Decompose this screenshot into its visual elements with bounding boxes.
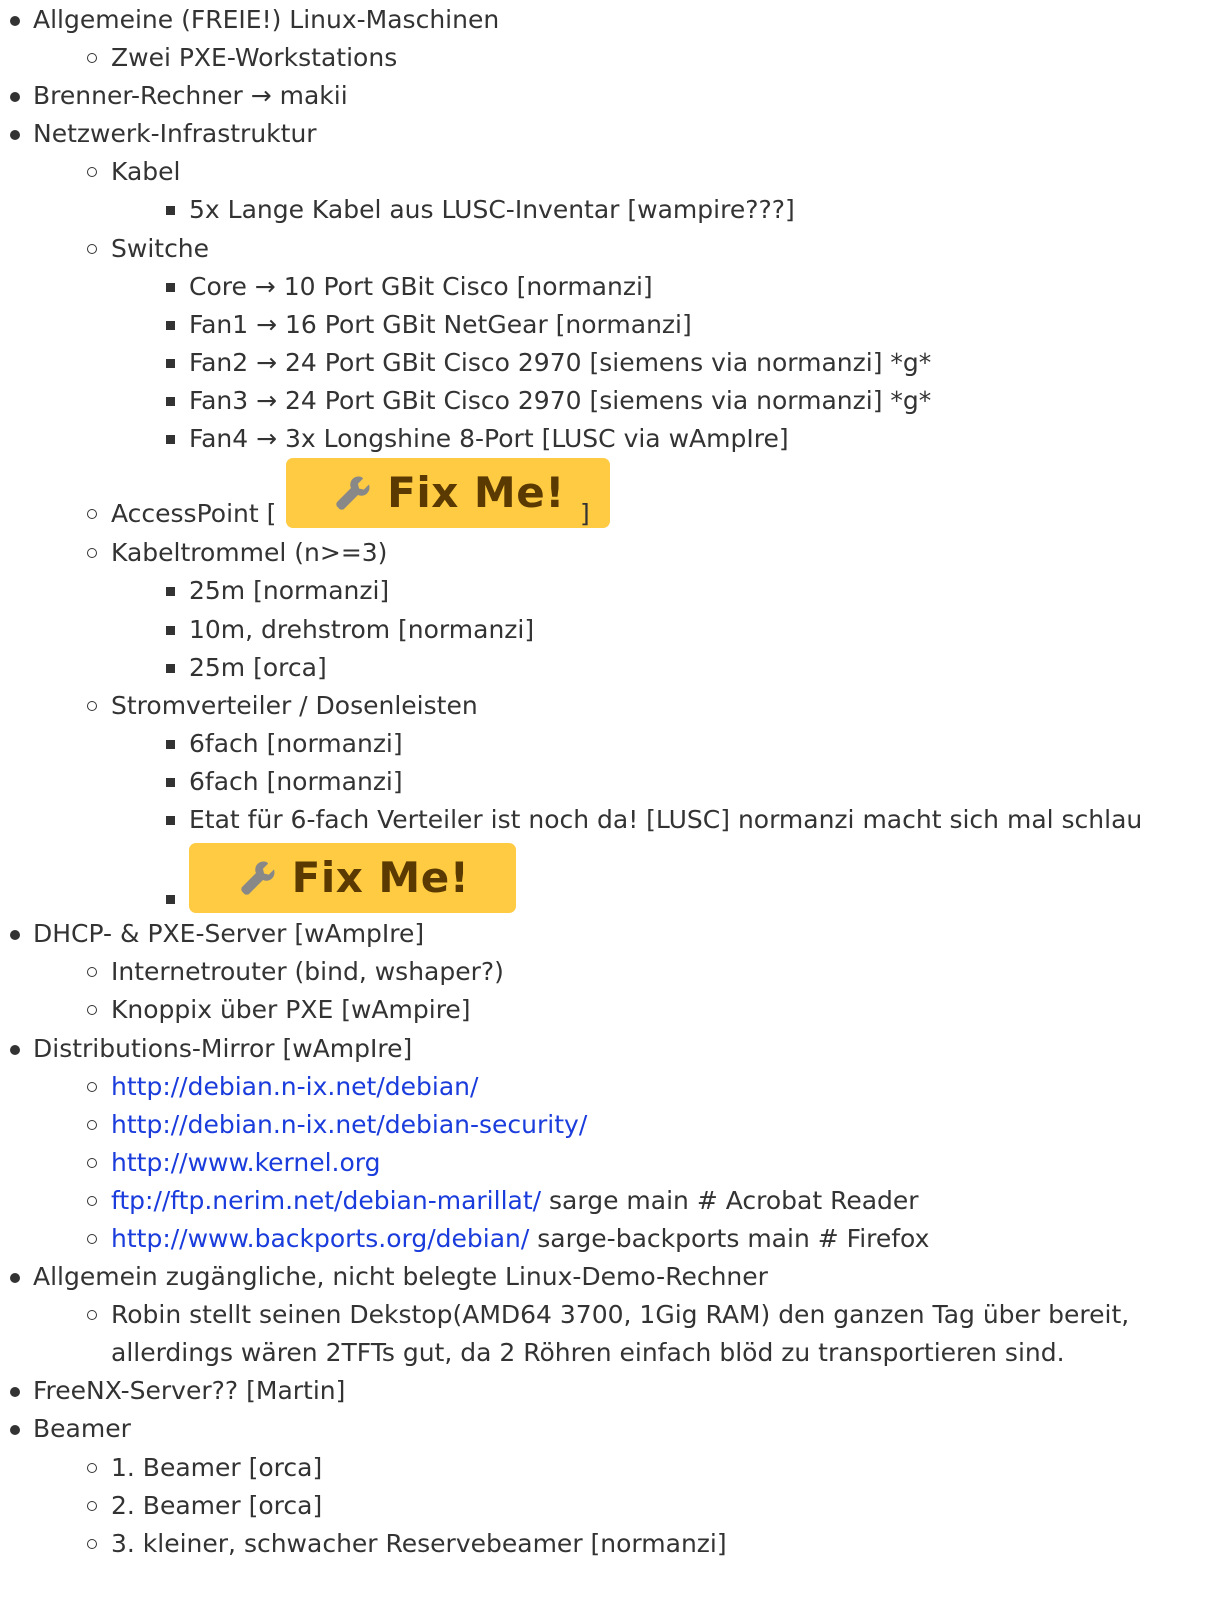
list-item-text: 25m [orca] — [189, 652, 327, 682]
list-item — [0, 915, 1206, 953]
square-bullet-icon — [166, 206, 175, 215]
link-description: sarge main # Acrobat Reader — [541, 1185, 919, 1215]
fixme-label: Fix Me! — [387, 468, 565, 518]
list-item — [0, 611, 1206, 649]
list-item — [0, 687, 1206, 725]
square-bullet-icon — [166, 664, 175, 673]
list-item — [0, 306, 1206, 344]
square-bullet-icon — [166, 740, 175, 749]
square-bullet-icon — [166, 778, 175, 787]
list-item-text: 6fach [normanzi] — [189, 728, 403, 758]
list-item-text: Kabeltrommel (n>=3) — [111, 538, 388, 568]
list-item-text: 10m, drehstrom [normanzi] — [189, 614, 535, 644]
wrench-icon — [331, 471, 375, 515]
disc-bullet-icon — [10, 92, 20, 102]
list-item-text: FreeNX-Server?? [Martin] — [33, 1376, 346, 1406]
fixme-badge[interactable] — [189, 843, 516, 913]
list-item — [0, 1, 1206, 39]
circle-bullet-icon — [87, 53, 97, 63]
list-item-text: Brenner-Rechner → makii — [33, 81, 348, 111]
circle-bullet-icon — [87, 1539, 97, 1549]
list-item — [0, 1068, 1206, 1106]
circle-bullet-icon — [87, 1501, 97, 1511]
list-item-content — [111, 1110, 587, 1139]
list-item-text: Robin stellt seinen Dekstop(AMD64 3700, 1Gig RAM) den ganzen Tag über bereit, allerdings wären 2TFTs gut, da 2 Röhren einfach blöd zu transportieren sind. — [111, 1300, 1130, 1368]
list-item — [0, 1106, 1206, 1144]
list-item-text: Allgemein zugängliche, nicht belegte Linux-Demo-Rechner — [33, 1262, 768, 1292]
circle-bullet-icon — [87, 1005, 97, 1015]
disc-bullet-icon — [10, 1045, 20, 1055]
list-item-text: Etat für 6-fach Verteiler ist noch da! [LUSC] normanzi macht sich mal schlau — [189, 804, 1143, 834]
square-bullet-icon — [166, 283, 175, 292]
disc-bullet-icon — [10, 1273, 20, 1283]
list-item-text: Stromverteiler / Dosenleisten — [111, 690, 478, 720]
list-item — [0, 1030, 1206, 1068]
circle-bullet-icon — [87, 548, 97, 558]
list-item-text: AccessPoint [ — [111, 499, 277, 529]
list-item-text: 5x Lange Kabel aus LUSC-Inventar [wampire???] — [189, 195, 795, 225]
document-body — [0, 1, 1206, 1563]
list-item — [0, 953, 1206, 991]
list-item-text: Beamer — [33, 1414, 131, 1444]
list-item — [0, 1144, 1206, 1182]
list-item-text: Distributions-Mirror [wAmpIre] — [33, 1033, 413, 1063]
mirror-link[interactable]: http://debian.n-ix.net/debian-security/ — [111, 1109, 588, 1139]
list-item-text: DHCP- & PXE-Server [wAmpIre] — [33, 919, 425, 949]
circle-bullet-icon — [87, 1196, 97, 1206]
circle-bullet-icon — [87, 167, 97, 177]
circle-bullet-icon — [87, 1234, 97, 1244]
list-item-content — [111, 1186, 919, 1215]
list-item-content — [111, 1072, 478, 1101]
list-item-content — [111, 1148, 381, 1177]
list-item — [0, 991, 1206, 1029]
list-item — [0, 763, 1206, 801]
list-item — [0, 1182, 1206, 1220]
circle-bullet-icon — [87, 701, 97, 711]
list-item-text: Fan2 → 24 Port GBit Cisco 2970 [siemens via normanzi] *g* — [189, 347, 932, 377]
list-item-text: Internetrouter (bind, wshaper?) — [111, 957, 504, 987]
circle-bullet-icon — [87, 1158, 97, 1168]
square-bullet-icon — [166, 321, 175, 330]
list-item — [0, 115, 1206, 153]
list-item-text: Zwei PXE-Workstations — [111, 43, 398, 73]
disc-bullet-icon — [10, 930, 20, 940]
list-item-text: Fan4 → 3x Longshine 8-Port [LUSC via wAmpIre] — [189, 424, 789, 454]
disc-bullet-icon — [10, 1425, 20, 1435]
list-item — [0, 420, 1206, 458]
square-bullet-icon — [166, 435, 175, 444]
disc-bullet-icon — [10, 130, 20, 140]
list-item — [0, 268, 1206, 306]
disc-bullet-icon — [10, 16, 20, 26]
disc-bullet-icon — [10, 1387, 20, 1397]
list-item-text: Allgemeine (FREIE!) Linux-Maschinen — [33, 5, 500, 34]
list-item — [0, 1487, 1206, 1525]
list-item — [0, 649, 1206, 687]
circle-bullet-icon — [87, 244, 97, 254]
list-item-text: Core → 10 Port GBit Cisco [normanzi] — [189, 271, 653, 301]
list-item-text: 6fach [normanzi] — [189, 766, 403, 796]
circle-bullet-icon — [87, 1463, 97, 1473]
list-item-text: 2. Beamer [orca] — [111, 1490, 323, 1520]
square-bullet-icon — [166, 895, 175, 904]
list-item — [0, 77, 1206, 115]
list-item — [0, 1258, 1206, 1296]
list-item-content — [111, 1224, 929, 1253]
list-item-text: Knoppix über PXE [wAmpire] — [111, 995, 471, 1025]
list-item-text: 3. kleiner, schwacher Reservebeamer [normanzi] — [111, 1528, 727, 1558]
list-item — [0, 1410, 1206, 1448]
list-item — [0, 1220, 1206, 1258]
list-item-text: 25m [normanzi] — [189, 576, 390, 606]
list-item — [0, 39, 1206, 77]
square-bullet-icon — [166, 816, 175, 825]
square-bullet-icon — [166, 626, 175, 635]
list-item — [0, 725, 1206, 763]
list-item — [0, 230, 1206, 268]
circle-bullet-icon — [87, 967, 97, 977]
fixme-badge[interactable] — [286, 458, 610, 528]
list-item — [0, 344, 1206, 382]
list-item — [0, 458, 1206, 534]
list-item — [0, 1372, 1206, 1410]
square-bullet-icon — [166, 397, 175, 406]
list-item-text: Fan3 → 24 Port GBit Cisco 2970 [siemens via normanzi] *g* — [189, 385, 932, 415]
mirror-link[interactable]: http://debian.n-ix.net/debian/ — [111, 1071, 479, 1101]
circle-bullet-icon — [87, 509, 97, 519]
list-item — [0, 839, 1206, 915]
list-item-text: Netzwerk-Infrastruktur — [33, 119, 317, 149]
wrench-icon — [236, 856, 280, 900]
list-item — [0, 153, 1206, 191]
circle-bullet-icon — [87, 1310, 97, 1320]
mirror-link[interactable]: http://www.kernel.org — [111, 1147, 381, 1177]
square-bullet-icon — [166, 587, 175, 596]
circle-bullet-icon — [87, 1120, 97, 1130]
circle-bullet-icon — [87, 1082, 97, 1092]
list-item — [0, 1296, 1206, 1372]
list-item-text: Kabel — [111, 157, 181, 187]
list-item — [0, 191, 1206, 229]
list-item-text: 1. Beamer [orca] — [111, 1452, 323, 1482]
list-item — [0, 1449, 1206, 1487]
list-item — [0, 1525, 1206, 1563]
list-item — [0, 534, 1206, 572]
mirror-link[interactable]: http://www.backports.org/debian/ — [111, 1224, 530, 1253]
list-item-text: Fan1 → 16 Port GBit NetGear [normanzi] — [189, 309, 692, 339]
list-item-suffix: ] — [580, 499, 590, 529]
list-item — [0, 382, 1206, 420]
link-description: sarge-backports main # Firefox — [529, 1224, 930, 1253]
mirror-link[interactable]: ftp://ftp.nerim.net/debian-marillat/ — [111, 1185, 542, 1215]
list-item — [0, 801, 1206, 839]
square-bullet-icon — [166, 359, 175, 368]
list-item — [0, 572, 1206, 610]
fixme-label: Fix Me! — [291, 853, 470, 903]
list-item-text: Switche — [111, 233, 210, 263]
